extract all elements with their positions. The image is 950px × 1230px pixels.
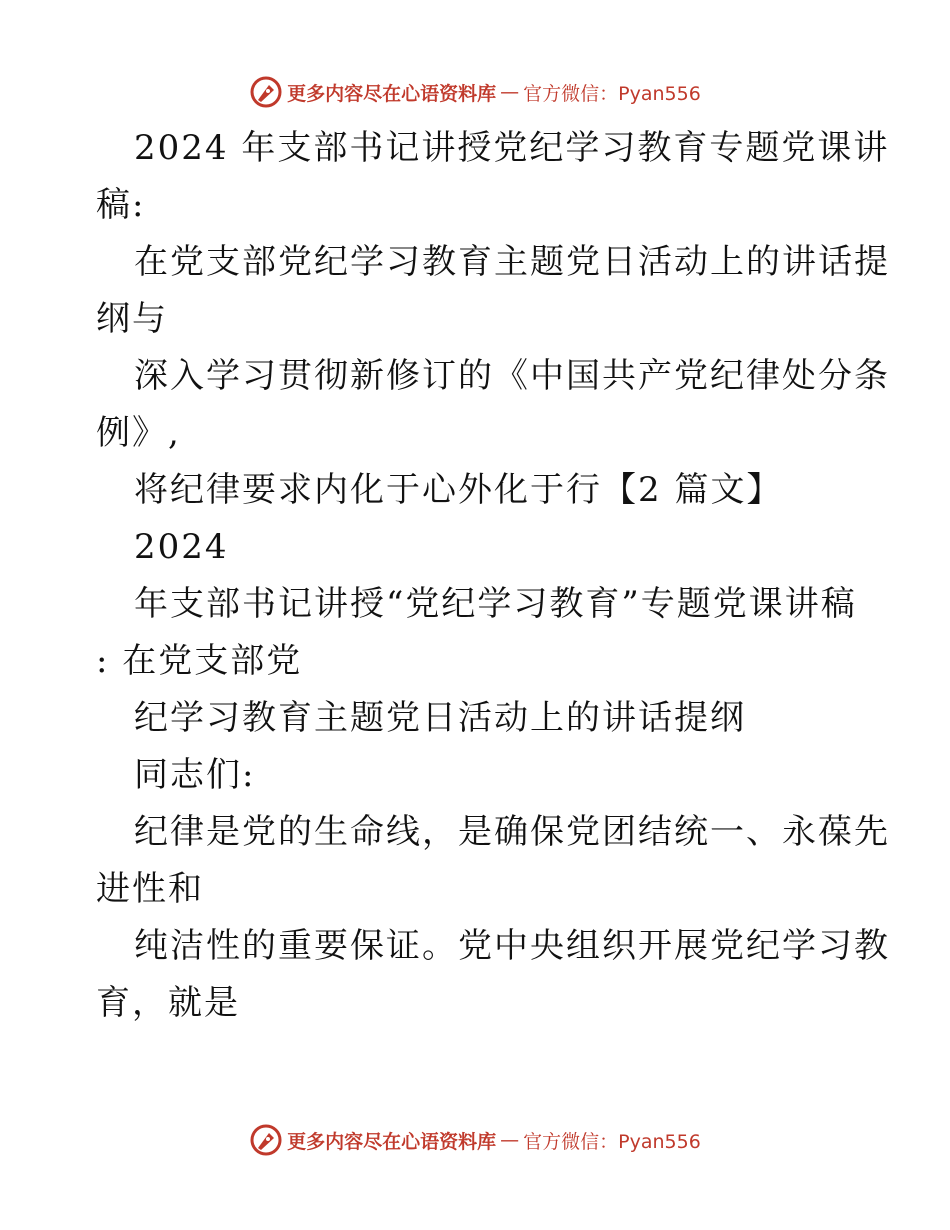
text-line: 纲与	[96, 299, 168, 339]
watermark-banner	[249, 75, 701, 109]
text-line: 在党支部党纪学习教育主题党日活动上的讲话提	[134, 242, 890, 282]
watermark-site-text: 更多内容尽在心语资料库	[287, 1130, 497, 1153]
footer-watermark	[0, 1120, 950, 1160]
text-line: : 在党支部党	[96, 641, 303, 681]
text-line: 稿:	[96, 185, 146, 225]
pen-nib-circle-logo-icon	[249, 1123, 283, 1157]
text-line: 深入学习贯彻新修订的《中国共产党纪律处分条	[134, 356, 890, 396]
pen-nib-circle-logo-icon	[249, 75, 283, 109]
text-line: 进性和	[96, 869, 204, 909]
text-line: 2024 年支部书记讲授党纪学习教育专题党课讲	[134, 128, 890, 168]
text-line: 纪律是党的生命线，是确保党团结统一、永葆先	[134, 812, 890, 852]
text-line: 育，就是	[96, 983, 240, 1023]
watermark-wechat-text: 官方微信：Pyan556	[523, 1130, 701, 1153]
watermark-separator: —	[500, 1129, 520, 1151]
text-line: 例》,	[96, 413, 181, 453]
document-body	[96, 120, 890, 1032]
text-line: 年支部书记讲授“党纪学习教育”专题党课讲稿	[134, 584, 857, 624]
text-line: 纪学习教育主题党日活动上的讲话提纲	[134, 698, 746, 738]
text-line: 将纪律要求内化于心外化于行【2 篇文】	[134, 470, 783, 510]
watermark-banner	[249, 1123, 701, 1157]
text-line: 纯洁性的重要保证。党中央组织开展党纪学习教	[134, 926, 890, 966]
watermark-site-text: 更多内容尽在心语资料库	[287, 82, 497, 105]
text-line: 同志们:	[134, 755, 256, 795]
watermark-separator: —	[500, 81, 520, 103]
header-watermark	[0, 72, 950, 112]
text-line: 2024	[134, 527, 229, 567]
watermark-wechat-text: 官方微信：Pyan556	[523, 82, 701, 105]
